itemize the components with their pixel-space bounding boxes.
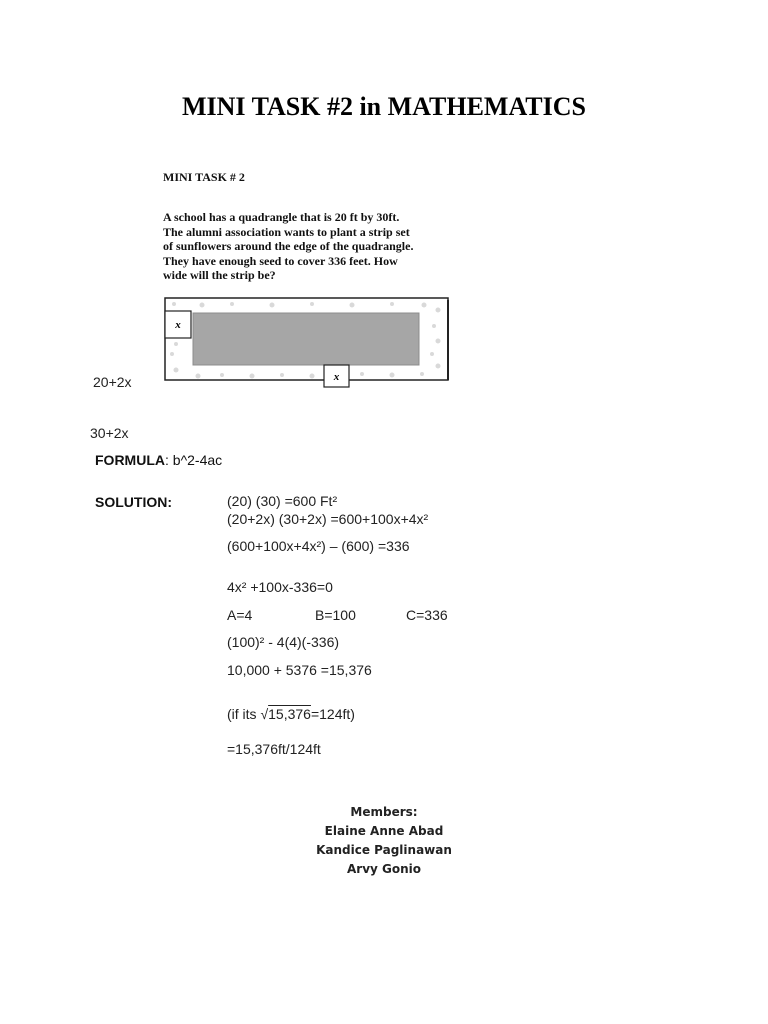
solution-step: (600+100x+4x²) – (600) =336: [227, 538, 410, 554]
quadrangle-diagram: [162, 296, 452, 388]
page-title: MINI TASK #2 in MATHEMATICS: [181, 92, 586, 121]
problem-statement: [163, 210, 463, 283]
coefficient-a: A=4: [227, 607, 253, 623]
coefficient-c: C=336: [406, 607, 448, 623]
discriminant-step: (100)² - 4(4)(-336): [227, 634, 340, 650]
final-step: =15,376ft/124ft: [227, 741, 321, 757]
solution-step: (20+2x) (30+2x) =600+100x+4x²: [227, 511, 429, 527]
problem-line: They have enough seed to cover 336 feet. How: [163, 253, 398, 268]
problem-line: of sunflowers around the edge of the quadrangle.: [163, 239, 414, 254]
solution-step: 4x² +100x-336=0: [227, 579, 333, 595]
sqrt-value: 15,376: [268, 706, 311, 722]
sqrt-prefix: (if its √: [227, 706, 269, 722]
solution-label: SOLUTION:: [95, 494, 172, 510]
formula-label: FORMULA: [95, 452, 165, 468]
coefficient-b: B=100: [315, 607, 356, 623]
formula: [95, 452, 222, 468]
members-heading: Members:: [350, 805, 418, 819]
problem-line: wide will the strip be?: [163, 268, 276, 283]
members-block: [0, 803, 768, 879]
square-root-step: [227, 706, 355, 722]
problem-line: A school has a quadrangle that is 20 ft by 30ft.: [163, 210, 400, 224]
member-name: Arvy Gonio: [346, 862, 422, 876]
sqrt-suffix: =124ft): [310, 706, 355, 722]
member-name: Elaine Anne Abad: [324, 824, 444, 838]
strip-width-label: x: [333, 371, 340, 383]
formula-text: : b^2-4ac: [165, 452, 223, 468]
problem-line: The alumni association wants to plant a strip set: [163, 224, 410, 239]
dimension-label: 20+2x: [93, 374, 132, 390]
task-heading: MINI TASK # 2: [163, 170, 245, 184]
strip-width-label: x: [175, 319, 181, 331]
inner-quadrangle: [193, 313, 419, 365]
sum-step: 10,000 + 5376 =15,376: [227, 662, 372, 678]
member-name: Kandice Paglinawan: [316, 843, 452, 857]
solution-step: (20) (30) =600 Ft²: [227, 493, 338, 509]
dimension-label: 30+2x: [90, 425, 129, 441]
